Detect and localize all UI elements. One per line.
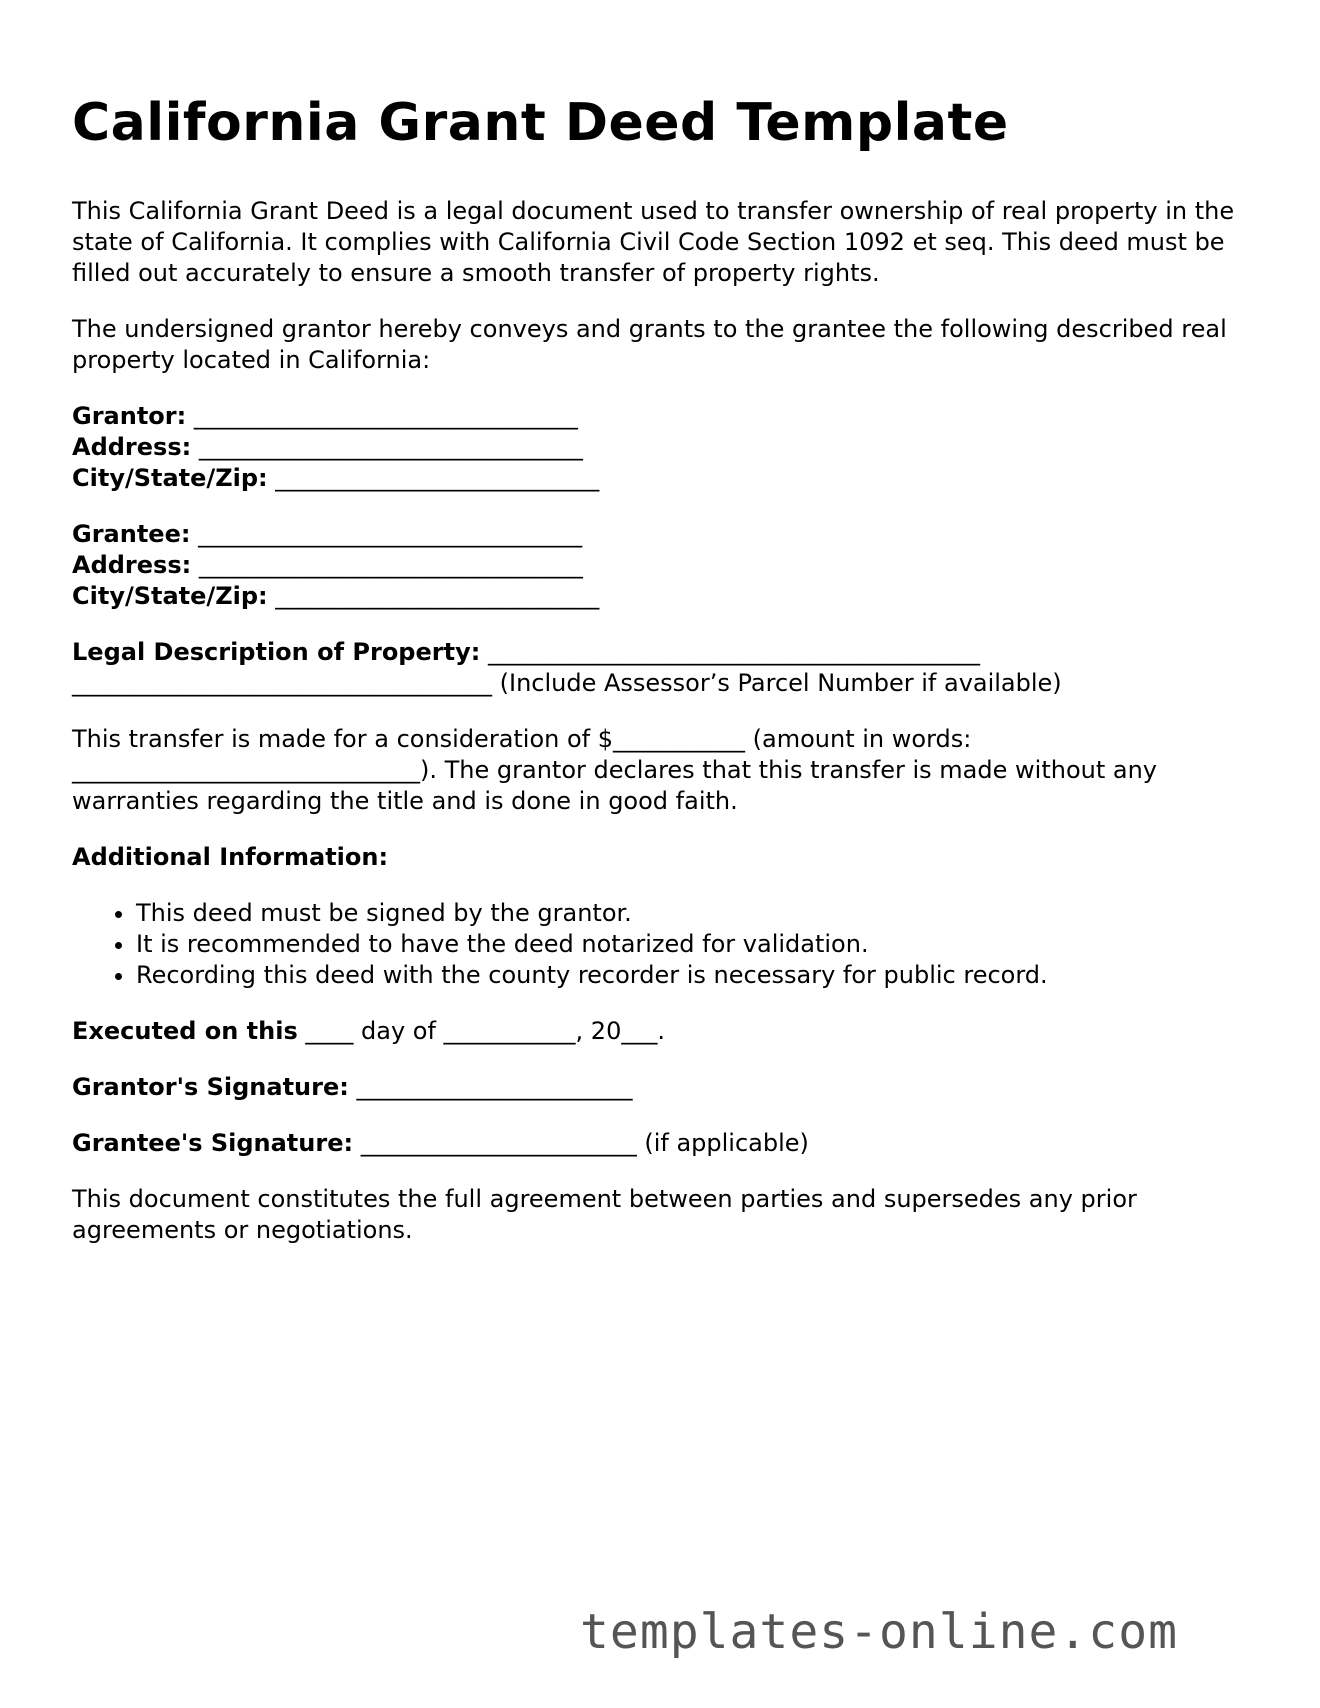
grantee-address-line — [72, 550, 1248, 581]
list-item: • Recording this deed with the county recorder is necessary for public record. — [136, 960, 1248, 991]
executed-line — [72, 1016, 1248, 1047]
grantor-signature-line — [72, 1072, 1248, 1103]
additional-info-list — [72, 898, 1248, 991]
grantee-signature-note: (if applicable) — [636, 1129, 809, 1157]
document-page — [72, 88, 1248, 1271]
additional-info-heading: Additional Information: — [72, 843, 389, 871]
intro-paragraph: This California Grant Deed is a legal document used to transfer ownership of real property in the state of California. It complies with California Civil Code Section 1092 et seq. This deed must be filled out accurately to ensure a smooth transfer of property rights. — [72, 197, 1235, 287]
legal-description-blank-2: ___________________________________ — [72, 669, 492, 697]
grantor-line — [72, 401, 1248, 432]
legal-description-note: (Include Assessor’s Parcel Number if available) — [492, 669, 1062, 697]
executed-label: Executed on this — [72, 1017, 298, 1045]
grantee-signature-label: Grantee's Signature: — [72, 1129, 354, 1157]
legal-description — [72, 637, 1248, 699]
grantor-address-blank: ________________________________ — [191, 433, 583, 461]
grantee-city-label: City/State/Zip: — [72, 582, 268, 610]
grantor-signature-label: Grantor's Signature: — [72, 1073, 349, 1101]
grantee-city-blank: ___________________________ — [267, 582, 600, 610]
consideration-paragraph: This transfer is made for a consideration of $___________ (amount in words: _____________________________). The grantor declares that this transfer is made without any warranties regarding the title and is done in good faith. — [72, 725, 1157, 815]
grantee-signature-blank: _______________________ — [353, 1129, 637, 1157]
grantor-address-line — [72, 432, 1248, 463]
executed-text: ____ day of ___________, 20___. — [297, 1017, 665, 1045]
page-title: California Grant Deed Template — [72, 93, 1009, 153]
grantor-label: Grantor: — [72, 402, 187, 430]
grantee-blank: ________________________________ — [190, 520, 583, 548]
grantor-signature-blank: _______________________ — [348, 1073, 633, 1101]
legal-description-label: Legal Description of Property: — [72, 638, 481, 666]
grantee-line — [72, 519, 1248, 550]
closing-paragraph: This document constitutes the full agreement between parties and supersedes any prior agreements or negotiations. — [72, 1185, 1137, 1244]
grantee-city-line — [72, 581, 1248, 612]
grantor-blank: ________________________________ — [186, 402, 578, 430]
grantee-signature-line — [72, 1128, 1248, 1159]
grantee-address-blank: ________________________________ — [191, 551, 583, 579]
grantee-address-label: Address: — [72, 551, 192, 579]
conveyance-paragraph: The undersigned grantor hereby conveys and grants to the grantee the following described real property located in California: — [72, 315, 1227, 374]
grantee-label: Grantee: — [72, 520, 191, 548]
list-item: • It is recommended to have the deed notarized for validation. — [136, 929, 1248, 960]
list-item: • This deed must be signed by the grantor. — [136, 898, 1248, 929]
grantee-block — [72, 519, 1248, 612]
grantor-city-line — [72, 463, 1248, 494]
grantor-block — [72, 401, 1248, 494]
grantor-city-label: City/State/Zip: — [72, 464, 268, 492]
legal-description-blank-1: _________________________________________ — [480, 638, 980, 666]
watermark-text: templates-online.com — [580, 1604, 1178, 1660]
grantor-address-label: Address: — [72, 433, 192, 461]
grantor-city-blank: ___________________________ — [267, 464, 600, 492]
